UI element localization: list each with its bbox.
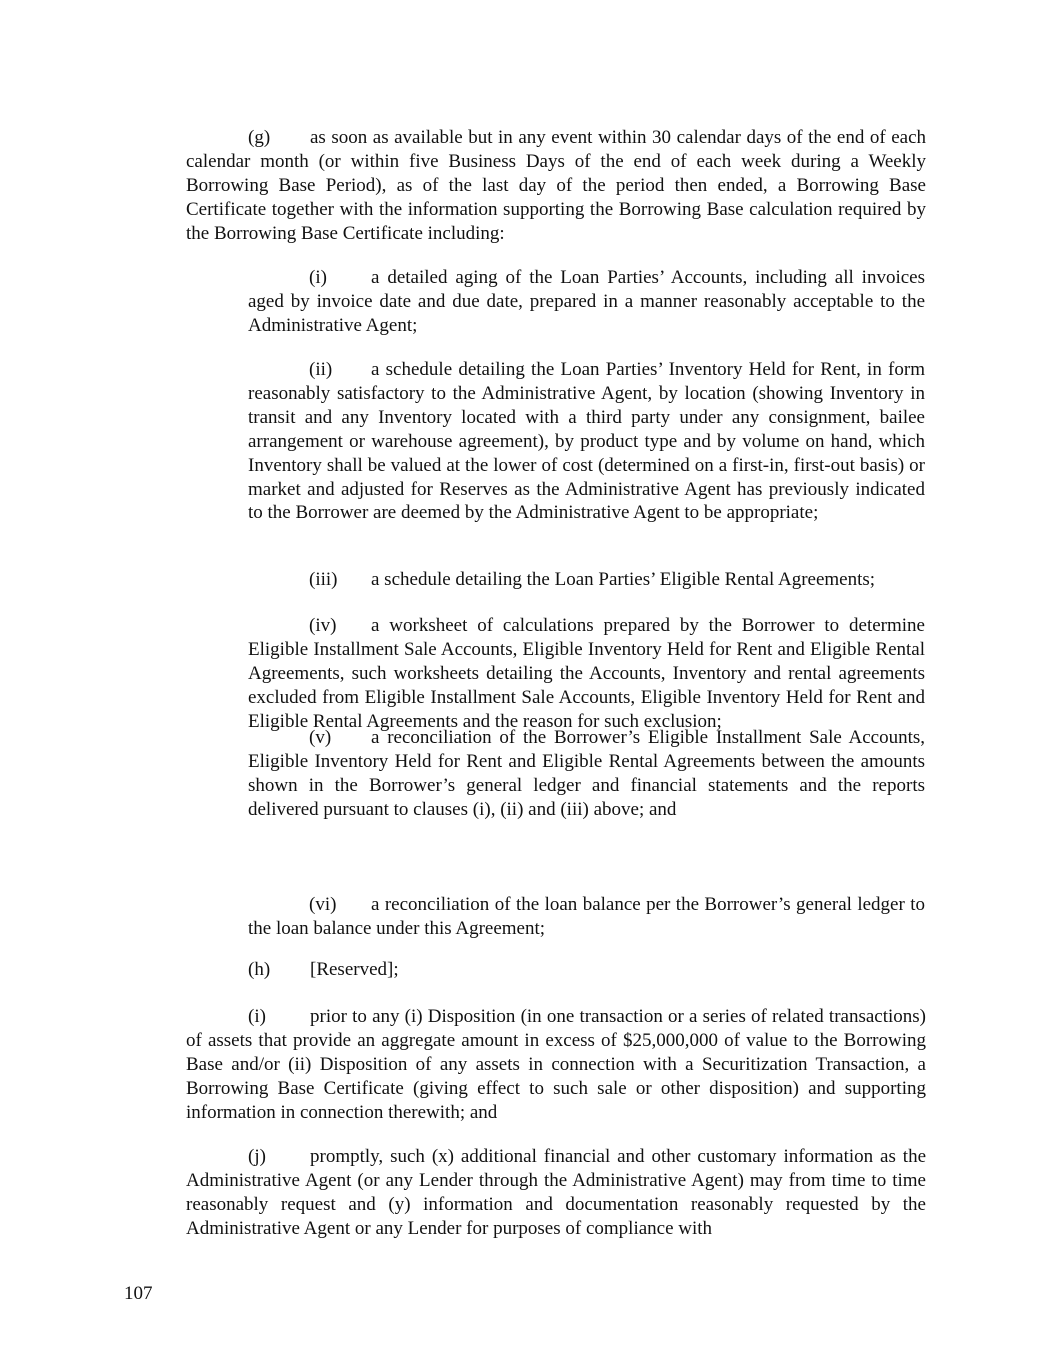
- page-number: 107: [124, 1283, 153, 1304]
- paragraph-text: a schedule detailing the Loan Parties’ Inventory Held for Rent, in form reasonably satisfactory to the Administrative Agent, by location (showing Inventory in transit and any Inventory located with a third party under any consignment, bailee arrangement or warehouse agreement), by product type and by volume on hand, which Inventory shall be valued at the lower of cost (determined on a first-in, first-out basis) or market and adjusted for Reserves as the Administrative Agent has previously indicated to the Borrower are deemed by the Administrative Agent to be appropriate;: [248, 359, 925, 524]
- paragraph-marker: (v): [309, 727, 332, 748]
- subparagraph-v: [248, 726, 925, 822]
- paragraph-marker: (g): [248, 127, 271, 148]
- subparagraph-vi: [248, 893, 925, 941]
- paragraph-j: [186, 1145, 926, 1241]
- subparagraph-iii: [248, 568, 925, 592]
- paragraph-marker: (j): [248, 1146, 266, 1167]
- paragraph-g: [186, 126, 926, 246]
- paragraph-i: [186, 1005, 926, 1125]
- subparagraph-ii: [248, 358, 925, 525]
- paragraph-text: a reconciliation of the Borrower’s Eligible Installment Sale Accounts, Eligible Inventory Held for Rent and Eligible Rental Agreements between the amounts shown in the Borrower’s general ledger and financial statements and the reports delivered pursuant to clauses (i), (ii) and (iii) above; and: [248, 727, 925, 820]
- subparagraph-i: [248, 266, 925, 338]
- paragraph-text: a schedule detailing the Loan Parties’ Eligible Rental Agreements;: [371, 569, 876, 590]
- paragraph-marker: (h): [248, 959, 271, 980]
- paragraph-h: [186, 958, 926, 982]
- paragraph-marker: (iv): [309, 615, 337, 636]
- paragraph-marker: (i): [309, 267, 327, 288]
- paragraph-text: a detailed aging of the Loan Parties’ Accounts, including all invoices aged by invoice date and due date, prepared in a manner reasonably acceptable to the Administrative Agent;: [248, 267, 925, 336]
- subparagraph-iv: [248, 614, 925, 734]
- paragraph-text: a worksheet of calculations prepared by the Borrower to determine Eligible Installment Sale Accounts, Eligible Inventory Held for Rent and Eligible Rental Agreements, such worksheets detailing the Accounts, Inventory and rental agreements excluded from Eligible Installment Sale Accounts, Eligible Inventory Held for Rent and Eligible Rental Agreements and the reason for such exclusion;: [248, 615, 925, 732]
- paragraph-text: as soon as available but in any event within 30 calendar days of the end of each calendar month (or within five Business Days of the end of each week during a Weekly Borrowing Base Period), as of the last day of the period then ended, a Borrowing Base Certificate together with the information supporting the Borrowing Base calculation required by the Borrowing Base Certificate including:: [186, 127, 926, 244]
- paragraph-marker: (vi): [309, 894, 337, 915]
- paragraph-text: [Reserved];: [310, 959, 399, 980]
- paragraph-marker: (iii): [309, 569, 338, 590]
- paragraph-text: prior to any (i) Disposition (in one transaction or a series of related transactions) of assets that provide an aggregate amount in excess of $25,000,000 of value to the Borrowing Base and/or (ii) Disposition of any assets in connection with a Securitization Transaction, a Borrowing Base Certificate (giving effect to such sale or other disposition) and supporting information in connection therewith; and: [186, 1006, 926, 1123]
- paragraph-marker: (i): [248, 1006, 266, 1027]
- paragraph-marker: (ii): [309, 359, 333, 380]
- paragraph-text: promptly, such (x) additional financial and other customary information as the Administrative Agent (or any Lender through the Administrative Agent) may from time to time reasonably request and (y) information and documentation reasonably requested by the Administrative Agent or any Lender for purposes of compliance with: [186, 1146, 926, 1239]
- paragraph-text: a reconciliation of the loan balance per the Borrower’s general ledger to the loan balance under this Agreement;: [248, 894, 925, 939]
